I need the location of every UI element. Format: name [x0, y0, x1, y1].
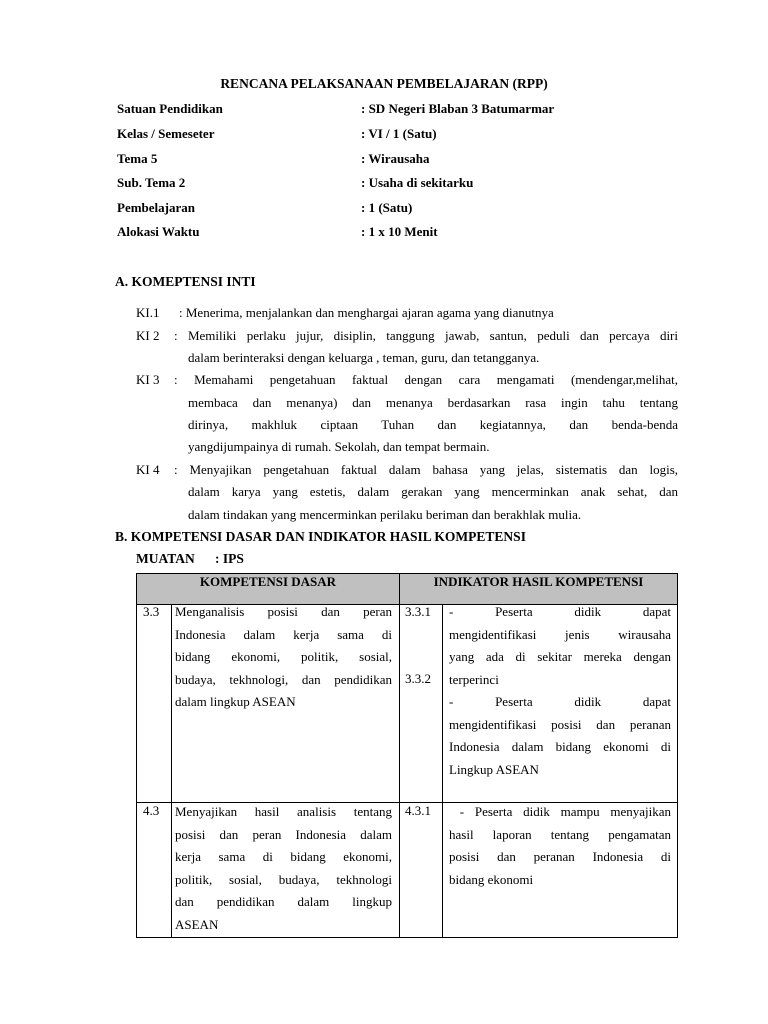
- indicator-line: Lingkup ASEAN: [449, 761, 539, 777]
- ki-text-line: dirinya, makhluk ciptaan Tuhan dan kegiatannya, dan benda-benda: [188, 417, 678, 432]
- indicator-line: mengidentifikasi jenis wirausaha: [449, 626, 671, 642]
- kd-line: posisi dan peran Indonesia dalam: [175, 826, 392, 842]
- identity-value: : 1 (Satu): [361, 200, 413, 215]
- ki-text-line: : Menyajikan pengetahuan faktual dalam bahasa yang jelas, sistematis dan logis,: [174, 462, 678, 477]
- indicator-line: mengidentifikasi posisi dan peranan: [449, 716, 671, 732]
- ki-text-line: : Menerima, menjalankan dan menghargai ajaran agama yang dianutnya: [179, 305, 554, 320]
- muatan-label: MUATAN : IPS: [136, 551, 244, 566]
- section-b-heading: B. KOMPETENSI DASAR DAN INDIKATOR HASIL KOMPETENSI: [115, 529, 526, 544]
- identity-value: : Wirausaha: [361, 151, 430, 166]
- kd-line: politik, sosial, budaya, tekhnologi: [175, 871, 392, 887]
- indicator-number: 3.3.2: [405, 671, 431, 686]
- header-kompetensi-dasar: KOMPETENSI DASAR: [199, 574, 337, 589]
- indicator-text: [449, 801, 671, 891]
- indicator-number: 3.3.1: [405, 604, 431, 619]
- indicator-line: bidang ekonomi: [449, 871, 534, 887]
- kd-line: Menyajikan hasil analisis tentang: [175, 804, 392, 819]
- indicator-line: - Peserta didik mampu menyajikan: [449, 804, 671, 819]
- section-a-heading: A. KOMEPTENSI INTI: [115, 274, 256, 289]
- kd-number: 4.3: [143, 803, 160, 818]
- identity-label: Tema 5: [117, 151, 158, 166]
- kd-number: 3.3: [143, 604, 160, 619]
- indicator-line: Indonesia dalam bidang ekonomi di: [449, 739, 671, 754]
- indicator-text: [449, 601, 671, 781]
- ki-text-line: yangdijumpainya di rumah. Sekolah, dan tempat bermain.: [188, 439, 490, 454]
- kd-line: bidang ekonomi, politik, sosial,: [175, 649, 392, 664]
- identity-label: Kelas / Semeseter: [117, 126, 215, 141]
- table-divider: [399, 574, 400, 937]
- ki-code: KI.1: [136, 305, 160, 320]
- ki-text-line: : Memiliki perlaku jujur, disiplin, tanggung jawab, santun, peduli dan percaya diri: [174, 328, 678, 343]
- indicator-line: hasil laporan tentang pengamatan: [449, 826, 671, 842]
- kd-line: dalam lingkup ASEAN: [175, 694, 296, 709]
- competency-table: [136, 573, 678, 938]
- identity-label: Pembelajaran: [117, 200, 195, 215]
- ki-text-line: dalam berinteraksi dengan keluarga , teman, guru, dan tetangganya.: [188, 350, 540, 365]
- table-divider: [442, 604, 443, 937]
- ki-text-line: dalam karya yang estetis, dalam gerakan yang mencerminkan anak sehat, dan: [188, 484, 678, 499]
- kd-line: Indonesia dalam kerja sama di: [175, 626, 392, 642]
- kd-line: kerja sama di bidang ekonomi,: [175, 849, 392, 864]
- identity-value: : SD Negeri Blaban 3 Batumarmar: [361, 101, 555, 116]
- kd-text: [175, 601, 392, 714]
- kd-text: [175, 801, 392, 936]
- identity-value: : VI / 1 (Satu): [361, 126, 437, 141]
- kd-line: ASEAN: [175, 916, 219, 932]
- document-title: RENCANA PELAKSANAAN PEMBELAJARAN (RPP): [220, 76, 548, 91]
- table-divider: [171, 604, 172, 937]
- identity-label: Satuan Pendidikan: [117, 101, 223, 116]
- kd-line: Menganalisis posisi dan peran: [175, 604, 392, 619]
- indicator-line: terperinci: [449, 671, 499, 687]
- indicator-line: - Peserta didik dapat: [449, 604, 671, 619]
- header-indikator: INDIKATOR HASIL KOMPETENSI: [433, 574, 644, 589]
- identity-label: Sub. Tema 2: [117, 175, 186, 190]
- ki-code: KI 2: [136, 328, 160, 343]
- identity-value: : Usaha di sekitarku: [361, 175, 474, 190]
- identity-value: : 1 x 10 Menit: [361, 224, 438, 239]
- indicator-line: - Peserta didik dapat: [449, 694, 671, 709]
- kd-line: dan pendidikan dalam lingkup: [175, 894, 392, 909]
- ki-text-line: membaca dan menanya) dan menanya berdasarkan rasa ingin tahu tentang: [188, 395, 678, 410]
- identity-label: Alokasi Waktu: [117, 224, 200, 239]
- kd-line: budaya, tekhnologi, dan pendidikan: [175, 671, 392, 687]
- ki-text-line: : Memahami pengetahuan faktual dengan cara mengamati (mendengar,melihat,: [174, 372, 678, 387]
- indicator-line: yang ada di sekitar mereka dengan: [449, 649, 671, 664]
- ki-code: KI 4: [136, 462, 160, 477]
- indicator-line: posisi dan peranan Indonesia di: [449, 849, 671, 864]
- indicator-number: 4.3.1: [405, 803, 431, 818]
- ki-code: KI 3: [136, 372, 160, 387]
- ki-text-line: dalam tindakan yang mencerminkan perilaku beriman dan berakhlak mulia.: [188, 507, 582, 522]
